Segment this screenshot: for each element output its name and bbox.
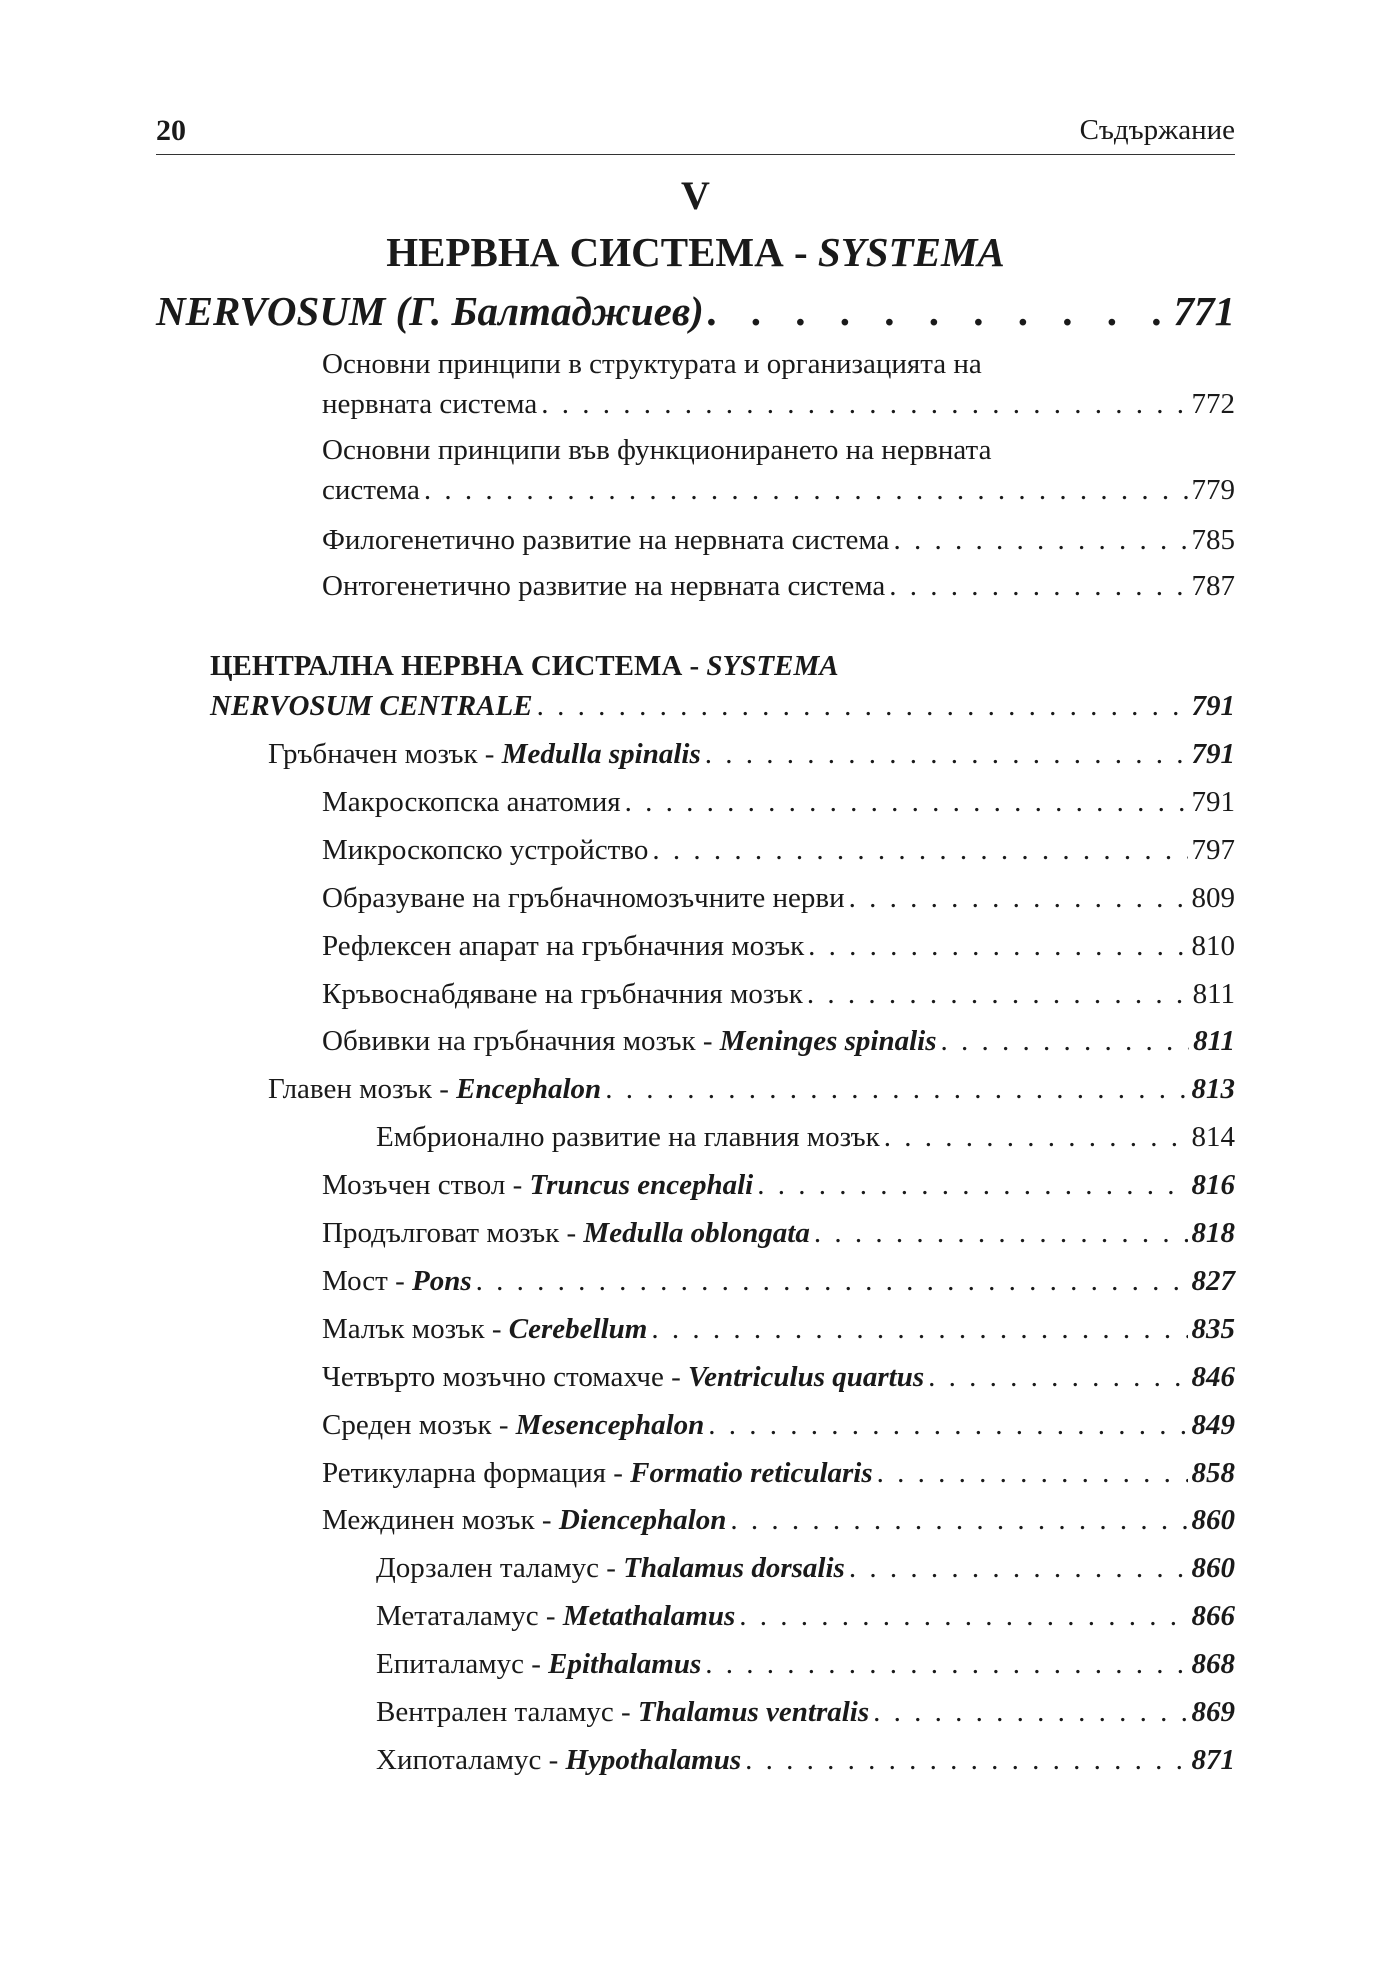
dot-leader xyxy=(705,1644,1187,1684)
toc-entry-text: Филогенетично развитие на нервната система xyxy=(322,524,890,556)
toc-entry[interactable] xyxy=(268,1069,1235,1109)
toc-page-number: 868 xyxy=(1191,1648,1235,1680)
toc-entry[interactable] xyxy=(322,878,1235,918)
toc-page-number: 816 xyxy=(1191,1169,1235,1201)
toc-page-number: 866 xyxy=(1191,1600,1235,1632)
toc-entry-latin: Mesencephalon xyxy=(515,1409,705,1441)
toc-entry-text xyxy=(322,1357,924,1397)
toc-entry[interactable] xyxy=(322,1213,1235,1253)
toc-entry-bulgarian: Епиталамус - xyxy=(376,1648,549,1680)
toc-entry[interactable] xyxy=(322,1021,1235,1061)
dot-leader xyxy=(808,926,1187,966)
toc-entry-bulgarian: Ретикуларна формация - xyxy=(322,1457,631,1489)
toc-entry-text xyxy=(322,1309,647,1349)
cns-heading-continued-text: NERVOSUM CENTRALE xyxy=(210,690,533,722)
toc-entry-latin: Medulla oblongata xyxy=(583,1217,810,1249)
toc-entry-text xyxy=(322,830,648,870)
dot-leader xyxy=(625,782,1188,822)
dot-leader xyxy=(757,1165,1187,1205)
toc-entry-structure-line1: Основни принципи в структурата и организацията на xyxy=(322,348,982,380)
dot-leader xyxy=(941,1021,1190,1061)
toc-entry[interactable] xyxy=(322,1357,1235,1397)
toc-entry-latin: Encephalon xyxy=(456,1073,602,1105)
toc-page-number: 779 xyxy=(1191,474,1235,506)
toc-entry-bulgarian: Образуване на гръбначномозъчните нерви xyxy=(322,882,845,914)
toc-page-number: 860 xyxy=(1191,1504,1235,1536)
cns-page-number: 791 xyxy=(1191,690,1235,722)
toc-entry-latin: Cerebellum xyxy=(508,1313,648,1345)
toc-entry-bulgarian: Гръбначен мозък - xyxy=(268,738,502,770)
toc-entry-text xyxy=(376,1117,880,1157)
toc-entry[interactable] xyxy=(322,1261,1235,1301)
toc-entry-text xyxy=(322,878,845,918)
toc-entry-text xyxy=(322,1021,937,1061)
dot-leader xyxy=(652,830,1187,870)
toc-page-number: 860 xyxy=(1191,1552,1235,1584)
toc-entry-bulgarian: Вентрален таламус - xyxy=(376,1696,638,1728)
toc-page-number: 849 xyxy=(1191,1409,1235,1441)
page-number: 20 xyxy=(156,114,186,147)
toc-page-number: 772 xyxy=(1191,388,1235,420)
part-title-bulgarian: НЕРВНА СИСТЕМА - xyxy=(386,229,818,275)
toc-entry-text xyxy=(268,1069,601,1109)
toc-entry-latin: Epithalamus xyxy=(548,1648,702,1680)
toc-entry-text xyxy=(322,1500,726,1540)
toc-page-number: 869 xyxy=(1191,1696,1235,1728)
toc-entry-text xyxy=(322,1453,873,1493)
toc-entry-text: система xyxy=(322,474,420,506)
toc-page-number: 797 xyxy=(1191,834,1235,866)
dot-leader xyxy=(730,1500,1187,1540)
toc-page-number: 818 xyxy=(1191,1217,1235,1249)
toc-entry-bulgarian: Обвивки на гръбначния мозък - xyxy=(322,1025,720,1057)
toc-entry-bulgarian: Среден мозък - xyxy=(322,1409,516,1441)
dot-leader xyxy=(889,566,1187,606)
toc-page-number: 814 xyxy=(1191,1121,1235,1153)
toc-entry-phylogenetic[interactable] xyxy=(322,520,1235,560)
toc-entry-latin: Formatio reticularis xyxy=(630,1457,873,1489)
dot-leader xyxy=(705,734,1188,774)
part-title-continued-text: NERVOSUM (Г. Балтаджиев) xyxy=(156,288,704,334)
toc-entry-bulgarian: Метаталамус - xyxy=(376,1600,563,1632)
dot-leader xyxy=(884,1117,1188,1157)
dot-leader xyxy=(893,520,1187,560)
toc-page-number: 846 xyxy=(1191,1361,1235,1393)
toc-entry[interactable] xyxy=(322,1453,1235,1493)
toc-entry[interactable] xyxy=(322,1165,1235,1205)
toc-entry-bulgarian: Мозъчен ствол - xyxy=(322,1169,530,1201)
dot-leader xyxy=(605,1069,1187,1109)
toc-entry[interactable] xyxy=(322,926,1235,966)
toc-page-number: 809 xyxy=(1191,882,1235,914)
toc-page-number: 835 xyxy=(1191,1313,1235,1345)
toc-page-number: 827 xyxy=(1191,1265,1235,1297)
cns-heading-bulgarian: ЦЕНТРАЛНА НЕРВНА СИСТЕМА - xyxy=(210,650,707,682)
cns-heading-latin: SYSTEMA xyxy=(706,650,839,682)
dot-leader xyxy=(651,1309,1187,1349)
toc-page-number: 858 xyxy=(1191,1457,1235,1489)
toc-entry-structure[interactable] xyxy=(322,384,1235,424)
toc-entry-text xyxy=(322,1261,472,1301)
toc-page-number: 791 xyxy=(1191,786,1235,818)
part-title xyxy=(156,228,1235,276)
toc-entry-latin: Meninges spinalis xyxy=(719,1025,937,1057)
dot-leader xyxy=(849,1548,1188,1588)
toc-entry-text xyxy=(376,1596,735,1636)
dot-leader xyxy=(537,686,1188,726)
toc-entry-text xyxy=(322,1213,810,1253)
dot-leader xyxy=(928,1357,1187,1397)
toc-entry[interactable] xyxy=(322,1309,1235,1349)
toc-entry-bulgarian: Главен мозък - xyxy=(268,1073,457,1105)
toc-entry-function-line1: Основни принципи във функционирането на нервната xyxy=(322,434,992,466)
toc-entry-bulgarian: Макроскопска анатомия xyxy=(322,786,621,818)
toc-entry-text xyxy=(322,926,804,966)
dot-leader xyxy=(877,1453,1188,1493)
toc-page-number: 810 xyxy=(1191,930,1235,962)
toc-entry-latin: Thalamus ventralis xyxy=(637,1696,870,1728)
dot-leader xyxy=(745,1740,1187,1780)
toc-entry-text: нервната система xyxy=(322,388,538,420)
dot-leader xyxy=(541,384,1187,424)
toc-entry-text xyxy=(322,1405,704,1445)
part-title-continued[interactable] xyxy=(156,283,1235,339)
toc-entry-latin: Metathalamus xyxy=(562,1600,736,1632)
toc-entry[interactable] xyxy=(376,1596,1235,1636)
toc-entry-bulgarian: Хипоталамус - xyxy=(376,1744,566,1776)
toc-entry[interactable] xyxy=(376,1117,1235,1157)
toc-page-number: 785 xyxy=(1191,524,1235,556)
toc-entry-bulgarian: Рефлексен апарат на гръбначния мозък xyxy=(322,930,805,962)
dot-leader xyxy=(708,1405,1187,1445)
toc-entry[interactable] xyxy=(322,1405,1235,1445)
dot-leader xyxy=(814,1213,1188,1253)
toc-entry-text xyxy=(322,974,803,1014)
toc-entry-latin: Diencephalon xyxy=(558,1504,727,1536)
toc-entry-function[interactable] xyxy=(322,470,1235,510)
toc-entry-bulgarian: Междинен мозък - xyxy=(322,1504,559,1536)
dot-leader xyxy=(807,974,1189,1014)
running-head xyxy=(156,112,1235,155)
toc-entry-ontogenetic[interactable] xyxy=(322,566,1235,606)
toc-entry-bulgarian: Дорзален таламус - xyxy=(376,1552,624,1584)
toc-entry-text xyxy=(376,1548,845,1588)
toc-page-number: 811 xyxy=(1192,978,1235,1010)
toc-entry-text xyxy=(376,1692,869,1732)
toc-entry-bulgarian: Ембрионално развитие на главния мозък xyxy=(376,1121,880,1153)
toc-entry-text xyxy=(376,1644,701,1684)
dot-leader xyxy=(739,1596,1187,1636)
cns-heading-continued[interactable] xyxy=(210,686,1235,726)
toc-entry-latin: Hypothalamus xyxy=(565,1744,742,1776)
toc-entry[interactable] xyxy=(376,1548,1235,1588)
toc-entry-latin: Medulla spinalis xyxy=(501,738,701,770)
toc-entry-latin: Pons xyxy=(412,1265,472,1297)
toc-entry[interactable] xyxy=(376,1740,1235,1780)
toc-entry-text xyxy=(268,734,701,774)
toc-page-number: 791 xyxy=(1191,738,1235,770)
toc-entry-text xyxy=(376,1740,741,1780)
toc-entry-bulgarian: Кръвоснабдяване на гръбначния мозък xyxy=(322,978,803,1010)
toc-page-number: 813 xyxy=(1191,1073,1235,1105)
toc-entry-text: Онтогенетично развитие на нервната система xyxy=(322,570,886,602)
dot-leader xyxy=(849,878,1188,918)
toc-entry[interactable] xyxy=(322,830,1235,870)
toc-entry-bulgarian: Четвърто мозъчно стомахче - xyxy=(322,1361,688,1393)
toc-entry-bulgarian: Продълговат мозък - xyxy=(322,1217,584,1249)
part-numeral: V xyxy=(681,173,710,218)
dot-leader xyxy=(424,470,1188,510)
toc-entry[interactable] xyxy=(268,734,1235,774)
toc-page-number: 787 xyxy=(1191,570,1235,602)
toc-entry[interactable] xyxy=(322,1500,1235,1540)
running-section-title: Съдържание xyxy=(1079,114,1235,146)
toc-entry[interactable] xyxy=(376,1692,1235,1732)
toc-entry-text xyxy=(322,1165,753,1205)
dot-leader xyxy=(873,1692,1187,1732)
toc-page-number: 871 xyxy=(1191,1744,1235,1776)
dot-leader xyxy=(708,283,1170,339)
dot-leader xyxy=(476,1261,1188,1301)
toc-entry[interactable] xyxy=(322,782,1235,822)
toc-entry-bulgarian: Малък мозък - xyxy=(322,1313,509,1345)
toc-entry[interactable] xyxy=(322,974,1235,1014)
toc-entry[interactable] xyxy=(376,1644,1235,1684)
toc-entry-latin: Truncus encephali xyxy=(529,1169,754,1201)
part-page-number: 771 xyxy=(1173,288,1235,334)
toc-entry-text xyxy=(322,782,621,822)
toc-entry-latin: Ventriculus quartus xyxy=(687,1361,925,1393)
toc-page-number: 811 xyxy=(1193,1025,1235,1057)
cns-heading xyxy=(210,646,839,686)
toc-entry-bulgarian: Мост - xyxy=(322,1265,412,1297)
part-title-latin: SYSTEMA xyxy=(817,229,1005,275)
toc-entry-latin: Thalamus dorsalis xyxy=(623,1552,845,1584)
toc-entry-bulgarian: Микроскопско устройство xyxy=(322,834,649,866)
